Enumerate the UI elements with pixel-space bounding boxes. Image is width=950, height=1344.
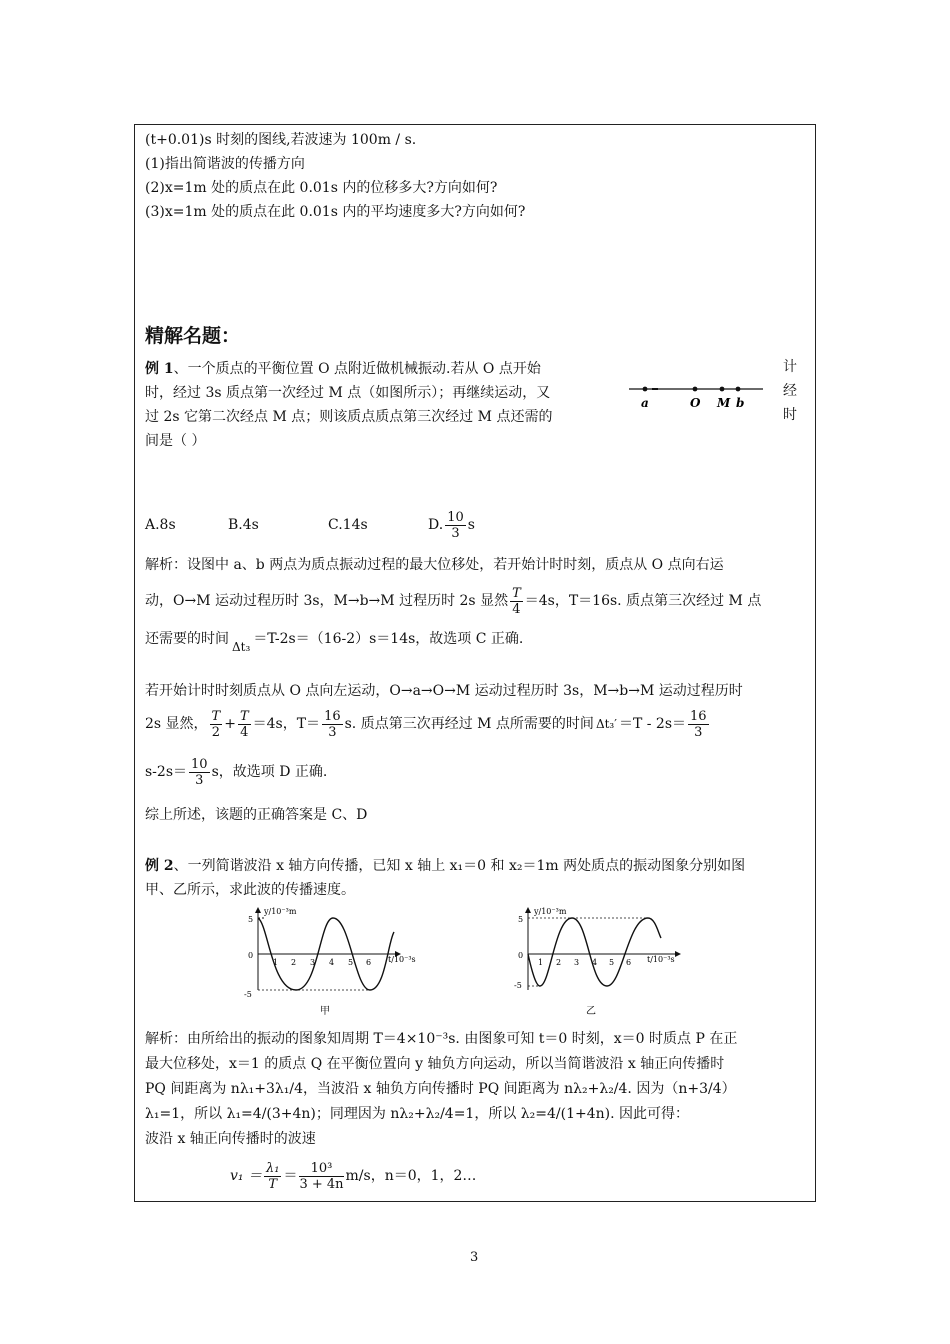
option-d-den: 3 (451, 525, 460, 541)
option-c: C.14s (328, 517, 368, 533)
label-a: a (641, 396, 649, 410)
yi-wave (528, 918, 661, 986)
jia-ytick-neg5: -5 (244, 990, 252, 999)
formula-f1-num: λ₁ (265, 1160, 280, 1176)
side-char-2: 经 (783, 383, 797, 399)
ex2-text-1: 、一列简谐波沿 x 轴方向传播，已知 x 轴上 x₁＝0 和 x₂＝1m 两处质点的振动图象分别如图 (173, 858, 746, 874)
ex2-velocity-formula (230, 1156, 476, 1196)
ex1-sol5-frac2 (238, 709, 251, 740)
ex1-sol-line-3 (145, 630, 524, 654)
page-number: 3 (470, 1250, 479, 1265)
ex1-sol2a: 动，O→M 运动过程历时 3s，M→b→M 过程历时 2s 显然 (145, 593, 509, 609)
formula-eq: ＝ (283, 1168, 298, 1184)
ex1-line-3: 过 2s 它第二次经点 M 点；则该质点质点第三次经过 M 点还需的 (145, 409, 553, 425)
option-d-prefix: D. (428, 517, 444, 533)
yi-ytick-0: 0 (518, 951, 524, 960)
yi-xtick-4: 4 (592, 958, 598, 967)
yi-xtick-3: 3 (574, 958, 580, 967)
option-a: A.8s (145, 517, 176, 533)
ex1-sol5c: s. 质点第三次再经过 M 点所需要的时间 (344, 716, 594, 732)
yi-caption: 乙 (586, 1006, 596, 1017)
ex1-summary: 综上所述，该题的正确答案是 C、D (145, 807, 368, 823)
jia-xtick-1: 1 (273, 958, 279, 967)
ex1-sol3a: 还需要的时间 (145, 631, 229, 647)
ex1-sol6-num: 10 (191, 756, 208, 772)
option-d-fraction (445, 510, 466, 541)
ex1-sol2-num: T (512, 585, 521, 601)
ex1-line-2: 时，经过 3s 质点第一次经过 M 点（如图所示）；再继续运动，又 (145, 385, 551, 401)
ex2-sol-line-3: PQ 间距离为 nλ₁+3λ₁/4，当波沿 x 轴负方向传播时 PQ 间距离为 nλ₂+λ₂/4. 因为（n+3/4） (145, 1081, 736, 1097)
ex1-sol5-plus: + (224, 716, 236, 732)
ex1-sol-line-4: 若开始计时时刻质点从 O 点向左运动，O→a→O→M 运动过程历时 3s，M→b→M 运动过程历时 (145, 683, 743, 699)
point-m-dot (720, 387, 725, 392)
point-o-dot (693, 387, 698, 392)
ex1-sol5-frac3 (322, 709, 343, 740)
ex1-sol5-f4-num: 16 (690, 708, 707, 724)
yi-xtick-6: 6 (626, 958, 632, 967)
option-b: B.4s (228, 517, 259, 533)
ex1-sol-line-1: 解析：设图中 a、b 两点为质点振动过程的最大位移处，若开始计时时刻，质点从 O 点向右运 (145, 557, 724, 573)
ex2-sol-line-2: 最大位移处，x＝1 的质点 Q 在平衡位置向 y 轴负方向运动，所以当简谐波沿 x 轴正向传播时 (145, 1056, 725, 1072)
intro-line-1: (t+0.01)s 时刻的图线,若波速为 100m / s. (145, 132, 417, 148)
yi-ytick-5: 5 (518, 915, 524, 924)
point-b-dot (736, 387, 741, 392)
jia-caption: 甲 (320, 1006, 330, 1017)
ex1-sol5-f2-den: 4 (240, 724, 249, 740)
yi-ytick-neg5: -5 (514, 981, 522, 990)
ex1-sol5-frac1 (210, 709, 223, 740)
ex1-sol5-f4-den: 3 (694, 724, 703, 740)
yi-xtick-5: 5 (609, 958, 615, 967)
option-d (428, 506, 475, 544)
ex1-sol5a: 2s 显然， (145, 716, 208, 732)
option-d-num: 10 (447, 509, 464, 525)
delta-t3-symbol: Δt₃ (232, 640, 251, 654)
yi-xtick-1: 1 (538, 958, 544, 967)
yi-xtick-2: 2 (556, 958, 562, 967)
label-b: b (736, 396, 745, 410)
ex2-label: 例 2 (145, 858, 174, 874)
jia-xlabel: t/10⁻³s (388, 955, 416, 964)
ex1-sol-line-2 (145, 582, 761, 620)
yi-xlabel: t/10⁻³s (647, 955, 675, 964)
formula-f2-num: 10³ (299, 1161, 343, 1177)
ex1-sol5-f1-num: T (211, 708, 221, 724)
ex1-sol6-den: 3 (195, 772, 204, 788)
ex2-sol-line-4: λ₁=1，所以 λ₁=4/(3+4n)；同理因为 nλ₂+λ₂/4=1，所以 λ₂=4/(1+4n). 因此可得： (145, 1106, 690, 1122)
side-char-3: 时 (783, 407, 797, 423)
ex1-sol6a: s-2s＝ (145, 764, 188, 780)
option-d-unit: s (467, 517, 475, 533)
ex1-sol5-f3-den: 3 (328, 724, 337, 740)
ex1-sol5-f3-num: 16 (324, 708, 341, 724)
intro-line-3: (2)x=1m 处的质点在此 0.01s 内的位移多大?方向如何? (145, 180, 498, 196)
ex1-sol-line-5 (145, 704, 711, 744)
jia-xtick-2: 2 (291, 958, 297, 967)
formula-tail: m/s，n＝0，1，2… (345, 1168, 477, 1184)
graph-jia (240, 902, 420, 1020)
intro-line-2: (1)指出简谐波的传播方向 (145, 156, 305, 172)
formula-f2-den: 3 + 4n (299, 1176, 344, 1192)
formula-frac2 (299, 1161, 343, 1192)
ex1-sol6b: s，故选项 D 正确. (211, 764, 328, 780)
ex1-text-1: 、一个质点的平衡位置 O 点附近做机械振动.若从 O 点开始 (173, 361, 541, 377)
ex1-sol5-f1-den: 2 (211, 724, 221, 740)
intro-line-4: (3)x=1m 处的质点在此 0.01s 内的平均速度多大?方向如何? (145, 204, 526, 220)
point-line-diagram (625, 378, 770, 414)
yi-ylabel: y/10⁻³m (534, 907, 567, 916)
ex1-sol2-frac (510, 586, 523, 617)
ex1-sol-line-6 (145, 752, 327, 792)
ex1-sol3b: ＝T-2s＝（16-2）s＝14s，故选项 C 正确. (253, 631, 524, 647)
point-a-dot (643, 387, 648, 392)
ex1-sol5b: ＝4s，T＝ (252, 716, 321, 732)
side-char-1: 计 (783, 359, 797, 375)
jia-ytick-0: 0 (248, 951, 254, 960)
ex1-line-1 (145, 360, 541, 378)
jia-xtick-5: 5 (348, 958, 354, 967)
ex1-sol5-f2-num: T (239, 708, 249, 724)
jia-ylabel: y/10⁻³m (264, 907, 297, 916)
jia-xtick-6: 6 (366, 958, 372, 967)
ex1-line-4: 间是（ ） (145, 433, 206, 449)
label-m: M (717, 396, 731, 410)
ex2-sol-line-1: 解析：由所给出的振动的图象知周期 T＝4×10⁻³s. 由图象可知 t＝0 时刻，x＝0 时质点 P 在正 (145, 1031, 738, 1047)
ex1-sol2-den: 4 (512, 601, 521, 617)
graph-yi (510, 902, 690, 1020)
ex2-line-1 (145, 857, 745, 875)
ex2-line-2: 甲、乙所示，求此波的传播速度。 (145, 882, 355, 898)
section-title: 精解名题： (145, 325, 241, 347)
ex1-sol6-frac (189, 757, 210, 788)
jia-xtick-3: 3 (310, 958, 316, 967)
ex1-sol2b: ＝4s，T＝16s. 质点第三次经过 M 点 (524, 593, 762, 609)
ex2-sol-line-5: 波沿 x 轴正向传播时的波速 (145, 1131, 316, 1147)
jia-xtick-4: 4 (329, 958, 335, 967)
ex1-sol5d: ＝T - 2s＝ (618, 716, 687, 732)
formula-frac1 (264, 1161, 281, 1192)
formula-lhs: v₁ ＝ (230, 1168, 262, 1184)
ex1-label: 例 1 (145, 361, 174, 377)
label-o: O (690, 396, 701, 410)
jia-ytick-5: 5 (248, 915, 254, 924)
formula-f1-den: T (268, 1176, 278, 1192)
delta-t3-prime-symbol: Δt₃′ (595, 717, 617, 731)
ex1-sol5-frac4 (688, 709, 709, 740)
